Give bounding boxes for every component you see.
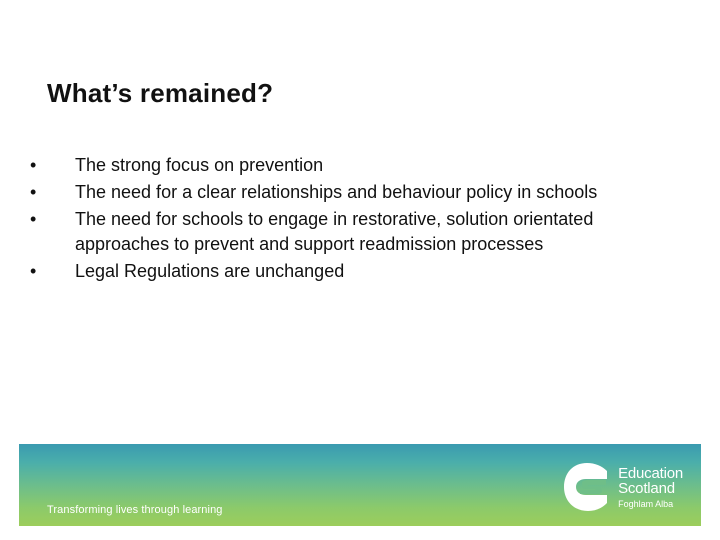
bullet-item (30, 180, 690, 205)
bullet-item (30, 153, 690, 178)
logo-text-scotland: Scotland (618, 479, 675, 497)
bullet-list (30, 153, 690, 286)
bullet-text: Legal Regulations are unchanged (75, 261, 345, 281)
bullet-text: The strong focus on prevention (75, 155, 324, 175)
footer-tagline: Transforming lives through learning (47, 504, 223, 516)
bullet-text: The need for schools to engage in restorative, solution orientated approaches to prevent and support readmission processes (75, 209, 594, 254)
logo-text-foghlam-alba: Foghlam Alba (618, 498, 674, 509)
bullet-marker: • (30, 261, 37, 281)
bullet-marker: • (30, 155, 37, 175)
footer-band (19, 444, 701, 526)
logo-text-education: Education (618, 464, 683, 482)
education-scotland-logo (562, 461, 683, 513)
bullet-marker: • (30, 209, 37, 229)
education-scotland-e-logo-icon (562, 461, 612, 513)
bullet-item (30, 259, 690, 284)
bullet-text: The need for a clear relationships and behaviour policy in schools (75, 182, 598, 202)
bullet-item (30, 207, 690, 257)
bullet-marker: • (30, 182, 37, 202)
slide-title: What’s remained? (47, 78, 274, 108)
